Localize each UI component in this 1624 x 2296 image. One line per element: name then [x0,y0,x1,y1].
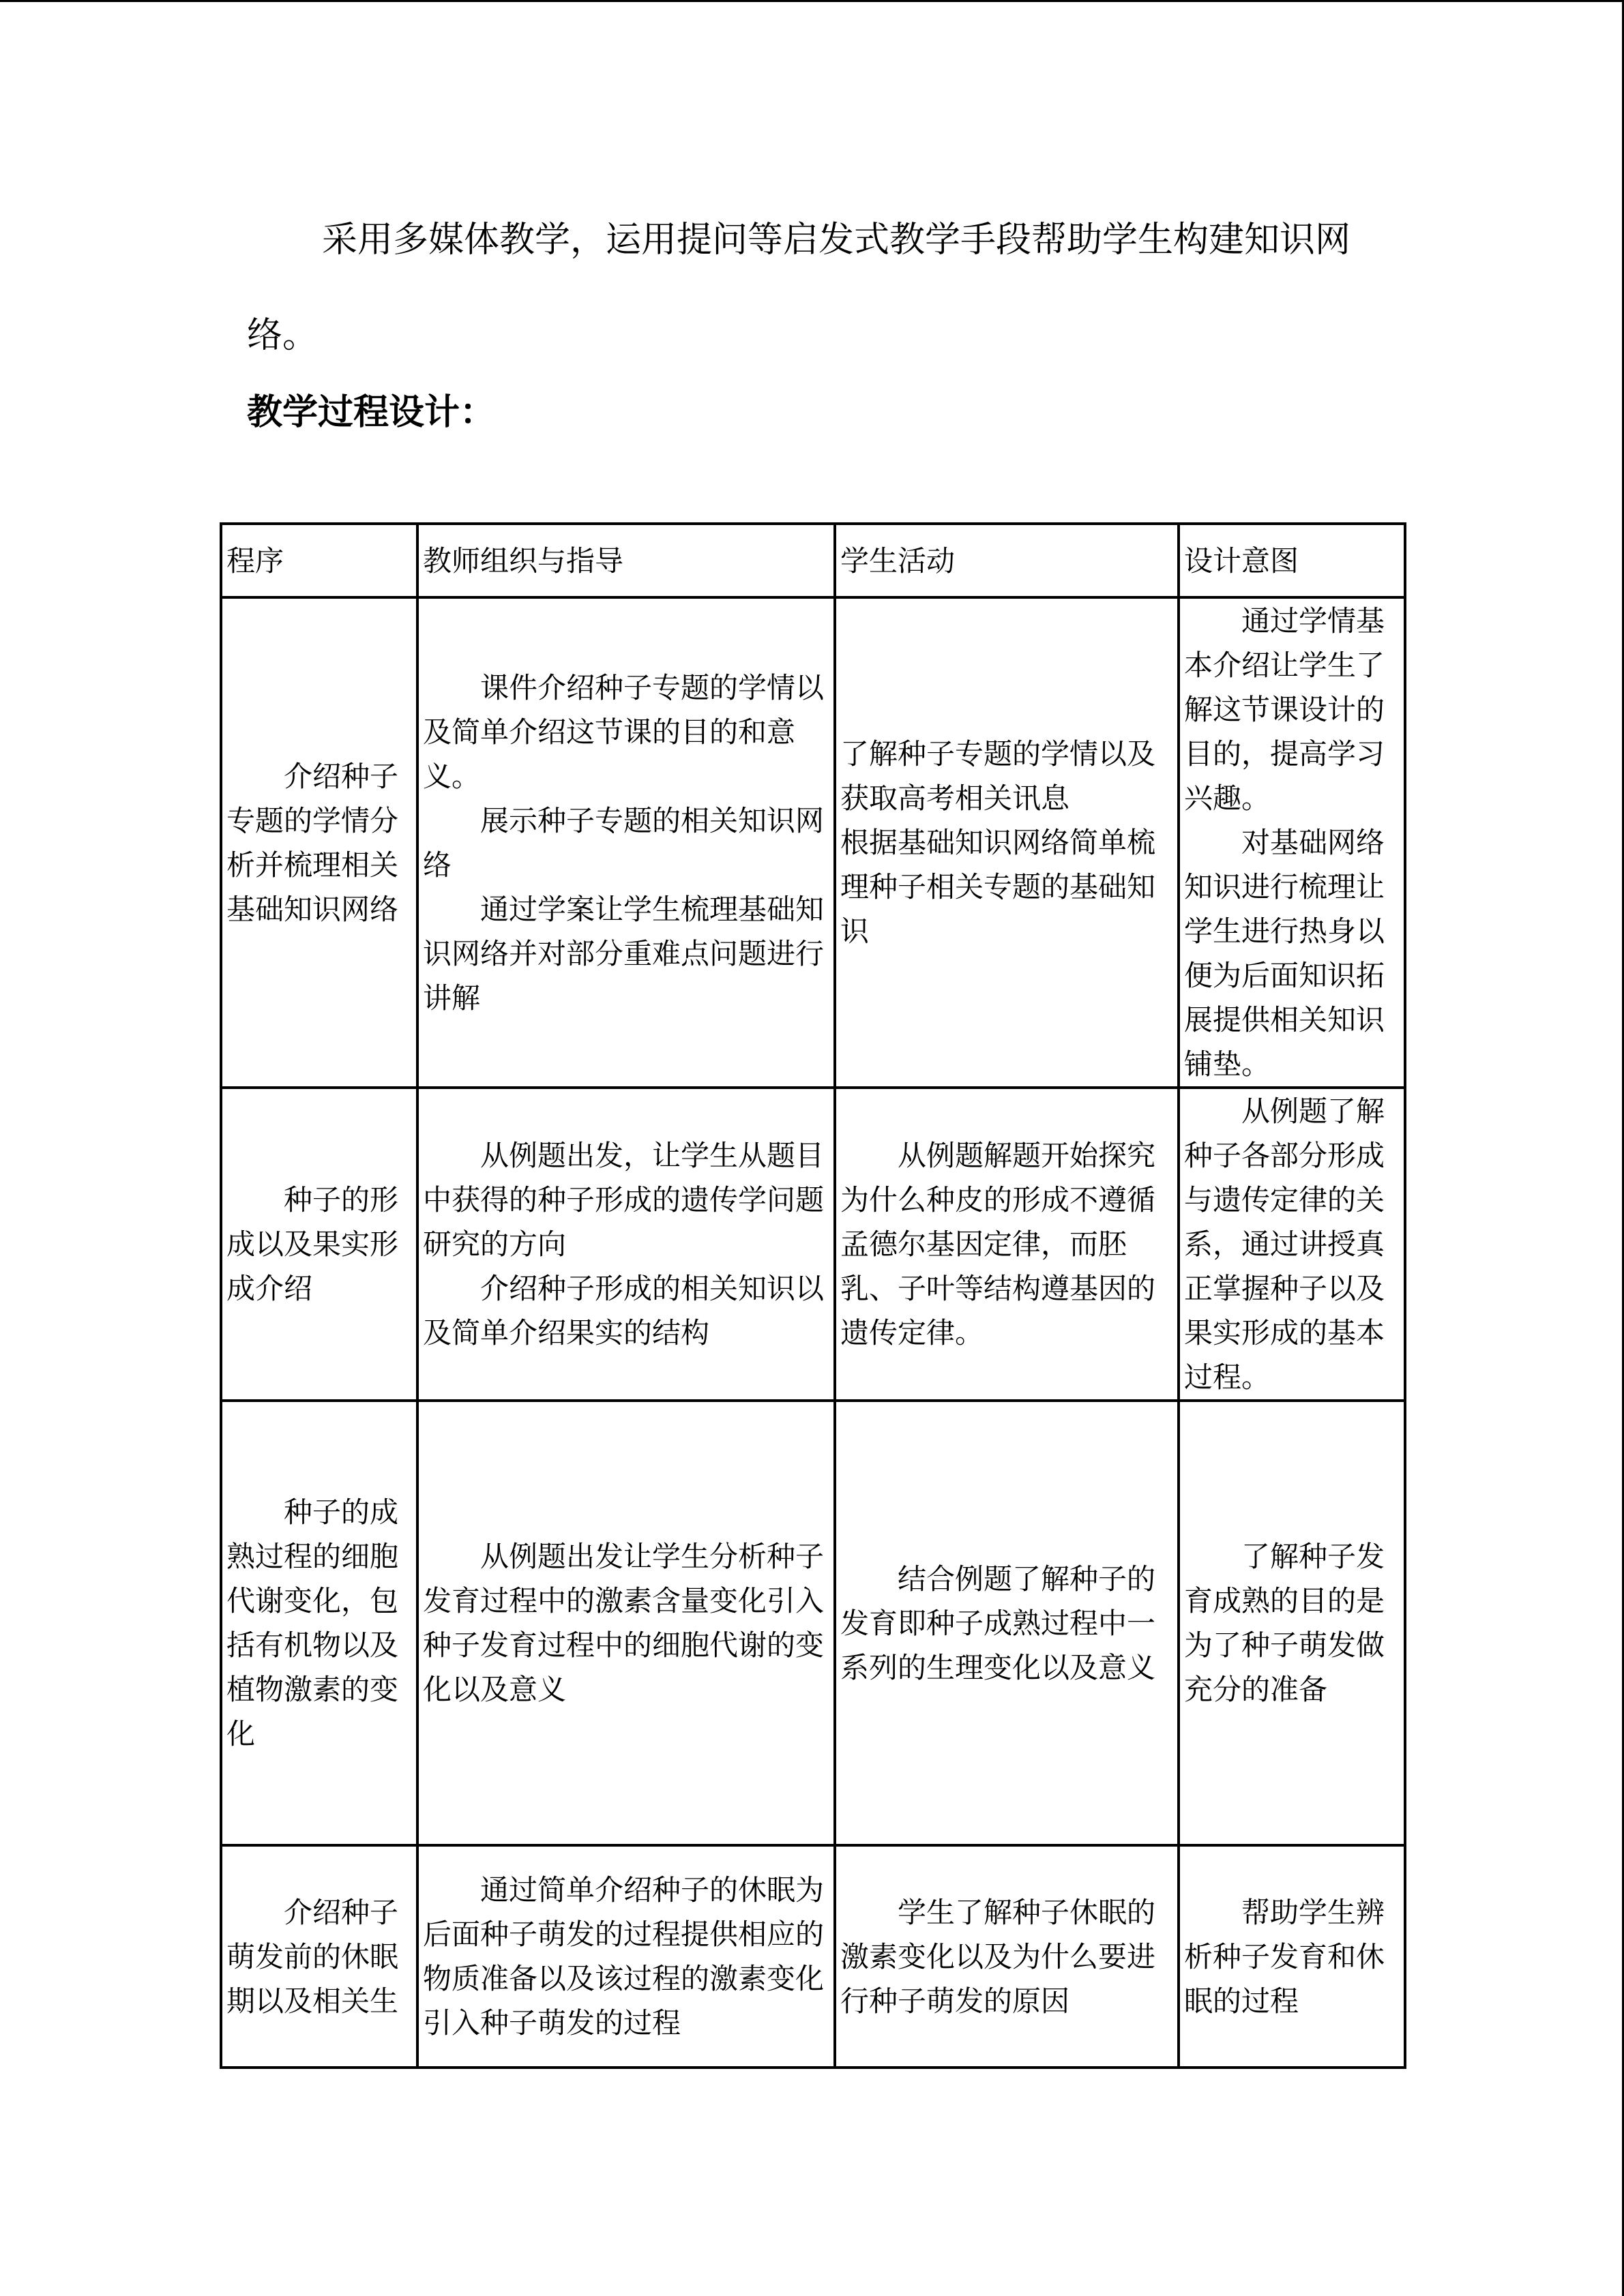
program-text: 种子的成熟过程的细胞代谢变化，包括有机物以及植物激素的变化 [226,1495,399,1750]
table-row [221,1845,1405,2068]
student-cell [835,597,1179,1088]
intro-paragraph [247,192,1372,383]
intent-para: 帮助学生辨析种子发育和休眠的过程 [1184,1895,1385,2018]
student-cell [835,1088,1179,1401]
teacher-para: 从例题出发，让学生从题目中获得的种子形成的遗传学问题研究的方向 [423,1139,825,1261]
program-text: 种子的形成以及果实形成介绍 [226,1183,399,1305]
teacher-cell [417,1845,835,2068]
header-program: 程序 [221,524,417,597]
teacher-para: 介绍种子形成的相关知识以及简单介绍果实的结构 [423,1272,825,1350]
header-design-intent: 设计意图 [1179,524,1405,597]
student-cell [835,1401,1179,1845]
student-para: 了解种子专题的学情以及获取高考相关讯息 [840,737,1156,815]
intent-cell [1179,1845,1405,2068]
teacher-para: 通过简单介绍种子的休眠为后面种子萌发的过程提供相应的物质准备以及该过程的激素变化引入种子萌发的过程 [423,1873,825,2040]
section-heading: 教学过程设计： [247,391,496,433]
table-header-row [221,524,1405,597]
table-row [221,1401,1405,1845]
table-row [221,597,1405,1088]
teaching-process-table [220,522,1406,2069]
teacher-para: 课件介绍种子专题的学情以及简单介绍这节课的目的和意义。 [423,670,825,793]
student-cell [835,1845,1179,2068]
program-cell [221,1845,417,2068]
intent-cell [1179,1088,1405,1401]
intent-cell [1179,1401,1405,1845]
intent-para: 对基础网络知识进行梳理让学生进行热身以便为后面知识拓展提供相关知识铺垫。 [1184,826,1385,1081]
intent-para: 通过学情基本介绍让学生了解这节课设计的目的，提高学习兴趣。 [1184,604,1385,815]
table-row [221,1088,1405,1401]
teacher-cell [417,1088,835,1401]
intent-para: 了解种子发育成熟的目的是为了种子萌发做充分的准备 [1184,1540,1385,1706]
header-teacher-guidance: 教师组织与指导 [417,524,835,597]
program-cell [221,597,417,1088]
program-text: 介绍种子专题的学情分析并梳理相关基础知识网络 [226,759,399,926]
student-para: 从例题解题开始探究为什么种皮的形成不遵循孟德尔基因定律，而胚乳、子叶等结构遵基因的遗传定律。 [840,1139,1156,1350]
teacher-para: 通过学案让学生梳理基础知识网络并对部分重难点问题进行讲解 [423,892,825,1015]
student-para: 学生了解种子休眠的激素变化以及为什么要进行种子萌发的原因 [840,1895,1156,2018]
intro-text: 采用多媒体教学，运用提问等启发式教学手段帮助学生构建知识网络。 [247,220,1351,356]
program-cell [221,1088,417,1401]
intent-para: 从例题了解种子各部分形成与遗传定律的关系，通过讲授真正掌握种子以及果实形成的基本过程。 [1184,1094,1385,1394]
teacher-cell [417,1401,835,1845]
teacher-cell [417,597,835,1088]
student-para: 结合例题了解种子的发育即种子成熟过程中一系列的生理变化以及意义 [840,1562,1156,1684]
intent-cell [1179,597,1405,1088]
student-para: 根据基础知识网络简单梳理种子相关专题的基础知识 [840,826,1156,948]
program-text: 介绍种子萌发前的休眠期以及相关生 [226,1895,399,2018]
page-top-border [0,0,1624,2]
program-cell [221,1401,417,1845]
header-student-activity: 学生活动 [835,524,1179,597]
teacher-para: 从例题出发让学生分析种子发育过程中的激素含量变化引入种子发育过程中的细胞代谢的变化以及意义 [423,1540,825,1706]
teacher-para: 展示种子专题的相关知识网络 [423,803,825,882]
